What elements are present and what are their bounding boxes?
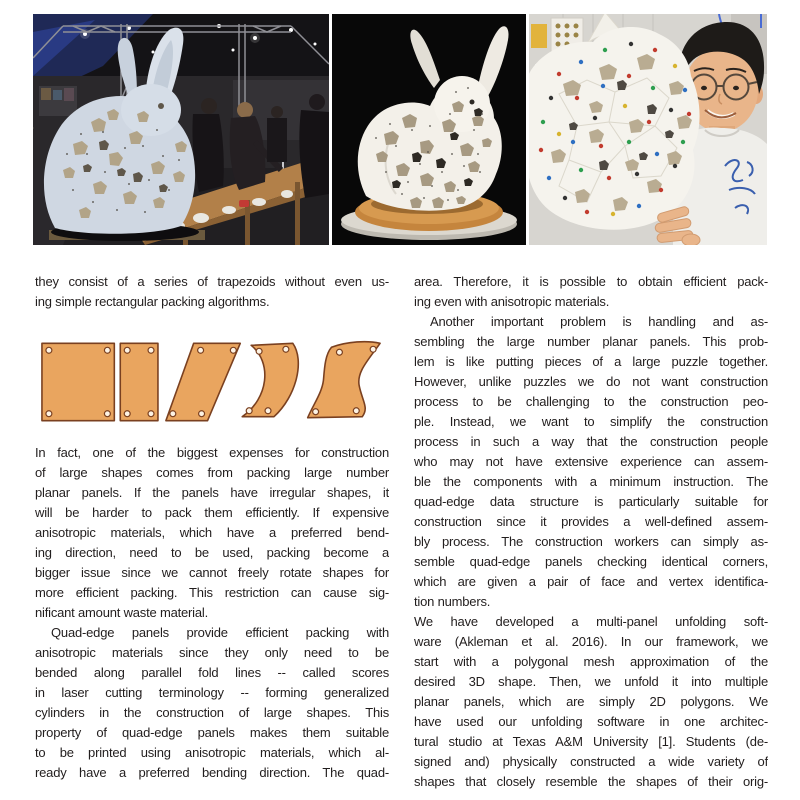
text-line: planar panels. If the panels have irregular shapes, it	[35, 485, 389, 500]
text-line: ing even with anisotropic materials.	[414, 294, 610, 309]
text-columns	[35, 272, 768, 792]
text-line: to be printed using anisotropic materials, which al-	[35, 745, 389, 760]
text-line: semble quad-edge panels checking identical corners,	[414, 554, 768, 569]
text-line: nificant amount waste material.	[35, 605, 208, 620]
text-line: area. Therefore, it is possible to obtain efficient pack-	[414, 274, 768, 289]
text-line: of large shapes comes from packing large number	[35, 465, 389, 480]
text-line: ple. Instead, we want to simplify the construction	[414, 414, 768, 429]
text-line: Quad-edge panels provide efficient packing with	[51, 625, 389, 640]
text-line: in laser cutting terminology -- forming generalized	[35, 685, 389, 700]
text-line: signed and) physically constructed a wide variety of	[414, 754, 768, 769]
text-line: shapes that closely resemble the shapes of their orig-	[414, 774, 768, 789]
text-line: In fact, one of the biggest expenses for construction	[35, 445, 389, 460]
text-line: bly process. The construction workers can simply as-	[414, 534, 768, 549]
text-line: who may not have extensive experience can assem-	[414, 454, 768, 469]
text-line: bended along parallel fold lines -- called scores	[35, 665, 389, 680]
left-column	[35, 272, 389, 792]
text-line: tural studio at Texas A&M University [1]. Students (de-	[414, 734, 768, 749]
student-bunny-head-photo	[529, 14, 767, 245]
text-line: process to be challenging to the construction peo-	[414, 394, 768, 409]
text-line: more efficient packing. This restriction can cause sig-	[35, 585, 389, 600]
left-column-top	[35, 272, 389, 312]
text-line: ing simple rectangular packing algorithms.	[35, 294, 270, 309]
text-line: have used our unfolding software in one architec-	[414, 714, 768, 729]
text-line: Another important problem is handling and as-	[430, 314, 768, 329]
photo-strip	[33, 14, 767, 245]
text-line: property of quad-edge panels makes them suitable	[35, 725, 389, 740]
left-column-bottom	[35, 443, 389, 783]
text-line: sembling the large number planar panels. This prob-	[414, 334, 768, 349]
panel-shapes	[42, 342, 380, 421]
tall-rectangle-panel	[120, 343, 158, 420]
exhibition-bunny-photo	[33, 14, 329, 245]
text-line: will be harder to pack them efficiently. If expensive	[35, 505, 389, 520]
text-line: which are given a pair of face and vertex identifica-	[414, 574, 768, 589]
text-line: anisotropic materials, which have a preferred bend-	[35, 525, 389, 540]
text-line: tion numbers.	[414, 594, 491, 609]
text-line: ble the components with a minimum instruction. The	[414, 474, 768, 489]
quad-edge-panels-figure	[35, 338, 389, 426]
text-line: ware (Akleman et al. 2016). In our framework, we	[414, 634, 768, 649]
text-line: cylinders in the construction of large shapes. This	[35, 705, 389, 720]
text-line: process in such a way that the construction people	[414, 434, 768, 449]
text-line: lem is like putting pieces of a large puzzle together.	[414, 354, 768, 369]
text-line: ready have a preferred bending direction. The quad-	[35, 765, 389, 780]
panel-shapes-figure	[35, 338, 389, 426]
right-column	[414, 272, 768, 792]
text-line: We have developed a multi-panel unfolding soft-	[414, 614, 768, 629]
text-line: planar panels, which are simply 2D polygons. We	[414, 694, 768, 709]
text-line: However, unlike puzzles we do not want construction	[414, 374, 768, 389]
text-line: start with a polygonal mesh approximation of the	[414, 654, 768, 669]
turntable-bunny-photo	[332, 14, 526, 245]
text-line: they consist of a series of trapezoids without even us-	[35, 274, 389, 289]
parallelogram-panel	[166, 343, 240, 420]
text-line: quad-edge data structure is particularly suitable for	[414, 494, 768, 509]
text-line: construction since it provides a well-defined assem-	[414, 514, 768, 529]
text-line: desired 3D shape. Then, we unfold it into multiple	[414, 674, 768, 689]
square-panel	[42, 343, 114, 420]
s-curved-panel	[308, 342, 380, 418]
text-line: ing direction, need to be used, packing become a	[35, 545, 389, 560]
text-line: bigger issue since we cannot freely rotate shapes for	[35, 565, 389, 580]
text-line: anisotropic materials since they only need to be	[35, 645, 389, 660]
curved-crescent-panel	[242, 343, 298, 416]
